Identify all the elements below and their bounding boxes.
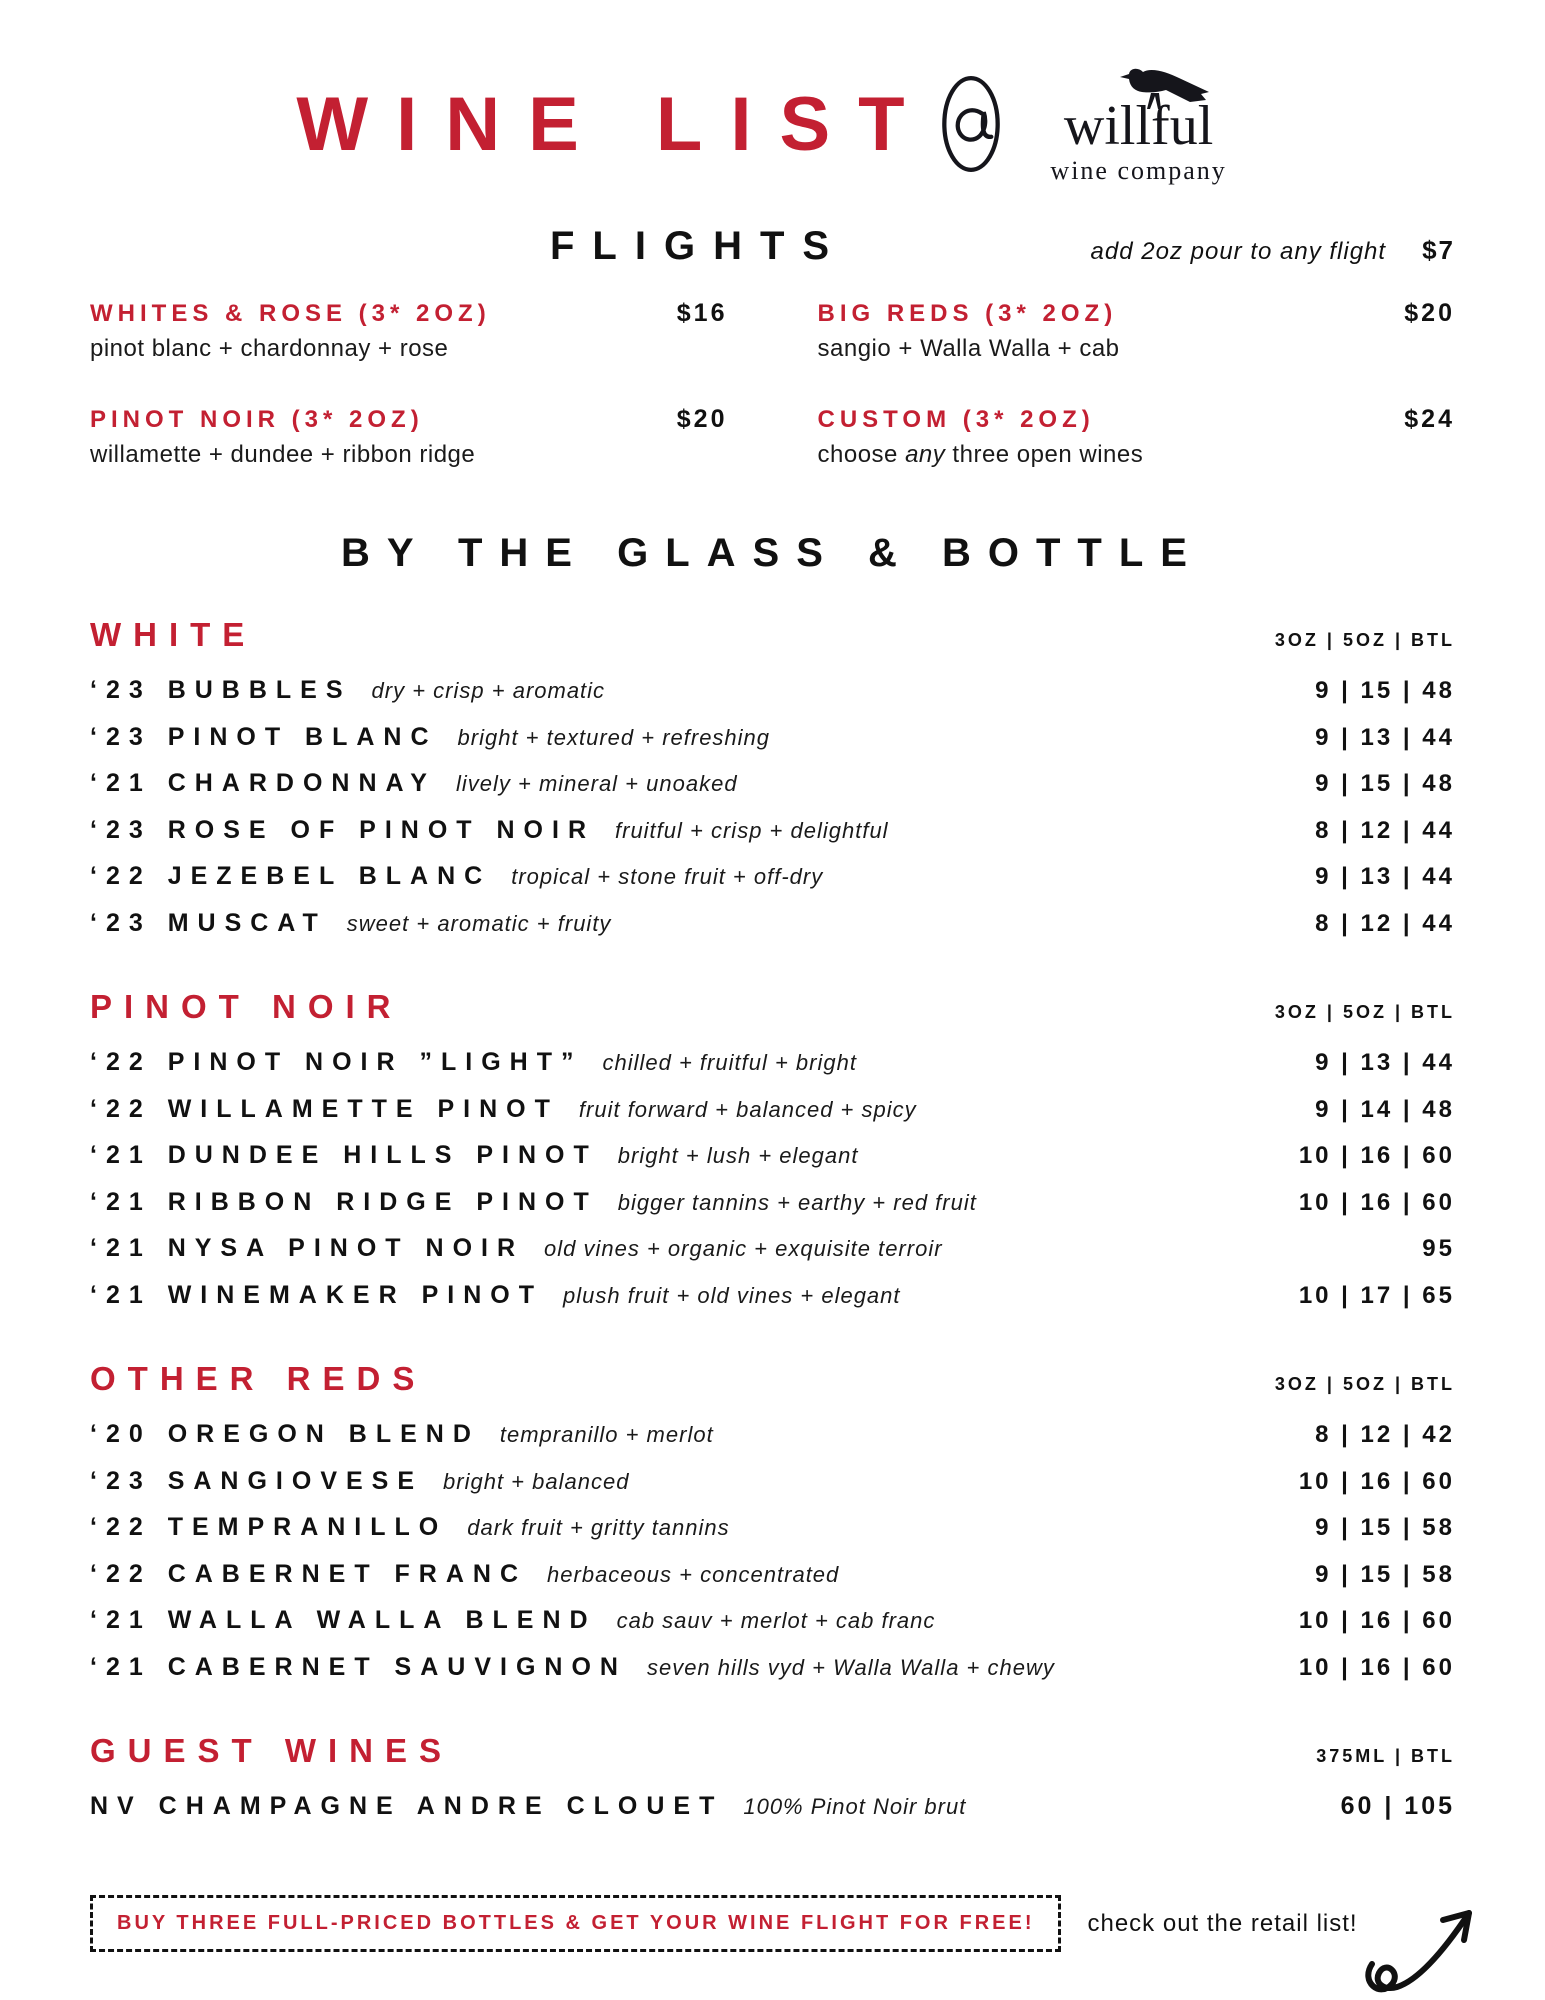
flights-heading: FLIGHTS xyxy=(550,224,848,268)
section-heading: PINOT NOIR xyxy=(90,988,403,1025)
wine-name: ‘21 WINEMAKER PINOT xyxy=(90,1280,543,1309)
wine-desc: dark fruit + gritty tannins xyxy=(467,1515,730,1540)
flight-name: BIG REDS (3* 2OZ) xyxy=(817,300,1118,327)
promo-text: BUY THREE FULL-PRICED BOTTLES & GET YOUR WINE FLIGHT FOR FREE! xyxy=(117,1912,1035,1934)
wine-desc: sweet + aromatic + fruity xyxy=(346,910,612,936)
wine-desc: bright + lush + elegant xyxy=(617,1143,859,1168)
wine-prices: 8 | 12 | 44 xyxy=(1315,909,1455,937)
logo-name: willful xyxy=(1063,95,1214,157)
flight-desc-text: willamette + dundee + ribbon ridge xyxy=(90,441,476,468)
flight-desc xyxy=(90,441,728,469)
wine-name: ‘23 BUBBLES xyxy=(90,676,352,704)
wine-name: ‘21 CABERNET SAUVIGNON xyxy=(90,1652,627,1681)
flights-grid xyxy=(90,299,1455,469)
wine-name: ‘22 JEZEBEL BLANC xyxy=(90,862,492,890)
wine-desc: old vines + organic + exquisite terroir xyxy=(544,1236,943,1261)
wine-row xyxy=(90,862,1455,892)
wine-prices: 10 | 16 | 60 xyxy=(1298,1142,1455,1169)
page-title: WINE LIST xyxy=(296,81,933,167)
wine-name: ‘21 WALLA WALLA BLEND xyxy=(90,1606,597,1634)
section-other-reds xyxy=(90,1360,1455,1682)
wine-desc: bigger tannins + earthy + red fruit xyxy=(617,1189,977,1215)
section-white xyxy=(90,616,1455,938)
flight-price: $24 xyxy=(1404,405,1455,433)
flight-desc-italic: any xyxy=(905,441,946,468)
wine-prices: 9 | 13 | 44 xyxy=(1315,1049,1455,1076)
wine-name: ‘20 OREGON BLEND xyxy=(90,1420,480,1448)
wine-desc: chilled + fruitful + bright xyxy=(602,1050,857,1075)
wine-row xyxy=(90,1513,1455,1543)
wine-prices: 10 | 16 | 60 xyxy=(1298,1188,1455,1216)
flight-item xyxy=(818,299,1456,363)
flight-desc xyxy=(818,335,1456,363)
wine-desc: cab sauv + merlot + cab franc xyxy=(616,1608,936,1633)
footer xyxy=(90,1872,1455,1976)
wine-row xyxy=(90,909,1455,939)
wine-prices: 9 | 15 | 48 xyxy=(1315,770,1455,797)
wine-prices: 10 | 16 | 60 xyxy=(1298,1653,1455,1681)
wine-prices: 60 | 105 xyxy=(1340,1792,1455,1820)
flight-price: $20 xyxy=(1404,299,1455,327)
wine-name: ‘22 PINOT NOIR ”LIGHT” xyxy=(90,1048,583,1076)
menu-heading: BY THE GLASS & BOTTLE xyxy=(341,531,1204,575)
section-units: 3OZ | 5OZ | BTL xyxy=(1274,630,1455,650)
wine-prices: 10 | 16 | 60 xyxy=(1298,1467,1455,1495)
flight-desc-text: choose xyxy=(817,441,906,468)
wine-row xyxy=(90,1606,1455,1636)
section-units: 375ML | BTL xyxy=(1316,1746,1455,1766)
flight-desc-text: pinot blanc + chardonnay + rose xyxy=(90,335,449,362)
wine-row xyxy=(90,1141,1455,1171)
wine-name: ‘22 CABERNET FRANC xyxy=(90,1559,528,1588)
wine-name: ‘23 ROSE OF PINOT NOIR xyxy=(90,815,595,844)
wine-desc: 100% Pinot Noir brut xyxy=(743,1794,967,1819)
wine-desc: herbaceous + concentrated xyxy=(547,1561,840,1587)
wine-row xyxy=(90,1048,1455,1078)
flight-desc xyxy=(818,441,1456,469)
section-units: 3OZ | 5OZ | BTL xyxy=(1274,1374,1455,1394)
wine-name: ‘23 MUSCAT xyxy=(90,908,327,937)
flights-header xyxy=(90,224,1455,269)
wine-desc: fruitful + crisp + delightful xyxy=(615,817,889,843)
wine-row xyxy=(90,1234,1455,1264)
wine-name: ‘21 NYSA PINOT NOIR xyxy=(90,1234,525,1262)
wine-name: ‘22 WILLAMETTE PINOT xyxy=(90,1094,559,1123)
flight-addon xyxy=(1091,235,1455,266)
wine-desc: lively + mineral + unoaked xyxy=(455,771,738,796)
wine-row xyxy=(90,1095,1455,1125)
wine-desc: plush fruit + old vines + elegant xyxy=(562,1282,901,1308)
wine-row xyxy=(90,1653,1455,1683)
flight-addon-label: add 2oz pour to any flight xyxy=(1090,238,1387,265)
wine-prices: 9 | 14 | 48 xyxy=(1315,1095,1455,1123)
section-guest-wines xyxy=(90,1732,1455,1822)
section-pinot-noir xyxy=(90,988,1455,1310)
section-heading: WHITE xyxy=(90,616,257,653)
wine-prices: 95 xyxy=(1422,1235,1455,1262)
wine-prices: 8 | 12 | 42 xyxy=(1315,1421,1455,1448)
wine-desc: fruit forward + balanced + spicy xyxy=(578,1096,917,1122)
wine-desc: dry + crisp + aromatic xyxy=(371,678,606,703)
flight-name: CUSTOM (3* 2OZ) xyxy=(817,406,1095,433)
logo-tagline: wine company xyxy=(1050,156,1227,185)
wine-prices: 10 | 17 | 65 xyxy=(1298,1281,1455,1309)
flight-price: $20 xyxy=(676,405,728,433)
section-heading: OTHER REDS xyxy=(90,1360,427,1397)
wine-desc: tempranillo + merlot xyxy=(499,1422,714,1447)
flight-price: $16 xyxy=(676,299,728,327)
section-heading: GUEST WINES xyxy=(90,1732,454,1769)
wine-row xyxy=(90,1281,1455,1311)
wine-prices: 9 | 15 | 58 xyxy=(1315,1560,1455,1588)
wine-name: ‘22 TEMPRANILLO xyxy=(90,1513,448,1541)
wine-prices: 9 | 15 | 48 xyxy=(1315,677,1455,704)
flight-item xyxy=(818,405,1456,469)
wine-name: NV CHAMPAGNE ANDRE CLOUET xyxy=(90,1792,724,1820)
wine-desc: bright + textured + refreshing xyxy=(457,724,771,750)
wine-prices: 9 | 13 | 44 xyxy=(1315,723,1455,751)
flight-addon-price: $7 xyxy=(1422,235,1455,265)
wine-desc: seven hills vyd + Walla Walla + chewy xyxy=(646,1654,1055,1680)
wine-prices: 8 | 12 | 44 xyxy=(1315,816,1455,844)
flight-item xyxy=(90,299,728,363)
retail-note: check out the retail list! xyxy=(1087,1909,1358,1937)
arrow-doodle-icon xyxy=(1358,1898,1488,2000)
wine-desc: bright + balanced xyxy=(443,1468,630,1494)
wine-name: ‘21 DUNDEE HILLS PINOT xyxy=(90,1141,598,1169)
wine-row xyxy=(90,1420,1455,1450)
wine-row xyxy=(90,723,1455,753)
wine-prices: 9 | 15 | 58 xyxy=(1315,1514,1455,1541)
wine-row xyxy=(90,816,1455,846)
promo-box xyxy=(90,1895,1061,1952)
wine-prices: 10 | 16 | 60 xyxy=(1298,1607,1455,1634)
section-units: 3OZ | 5OZ | BTL xyxy=(1274,1002,1455,1022)
brand-logo xyxy=(1029,62,1249,186)
flight-desc-text: sangio + Walla Walla + cab xyxy=(817,335,1120,362)
wine-prices: 9 | 13 | 44 xyxy=(1315,863,1455,890)
flight-item xyxy=(90,405,728,469)
wine-row xyxy=(90,1467,1455,1497)
wine-desc: tropical + stone fruit + off-dry xyxy=(511,864,824,889)
wine-name: ‘23 PINOT BLANC xyxy=(90,722,438,751)
masthead xyxy=(90,58,1455,190)
flight-desc-end: three open wines xyxy=(945,441,1144,468)
wine-name: ‘21 CHARDONNAY xyxy=(90,769,436,797)
flight-name: PINOT NOIR (3* 2OZ) xyxy=(90,406,424,433)
wine-row xyxy=(90,1560,1455,1590)
wine-name: ‘21 RIBBON RIDGE PINOT xyxy=(90,1187,598,1216)
flight-desc xyxy=(90,335,728,363)
at-sign-icon xyxy=(939,69,1003,179)
flight-name: WHITES & ROSE (3* 2OZ) xyxy=(90,300,491,327)
wine-row xyxy=(90,769,1455,799)
wine-row xyxy=(90,676,1455,706)
wine-name: ‘23 SANGIOVESE xyxy=(90,1466,424,1495)
wine-row xyxy=(90,1792,1455,1822)
wine-row xyxy=(90,1188,1455,1218)
